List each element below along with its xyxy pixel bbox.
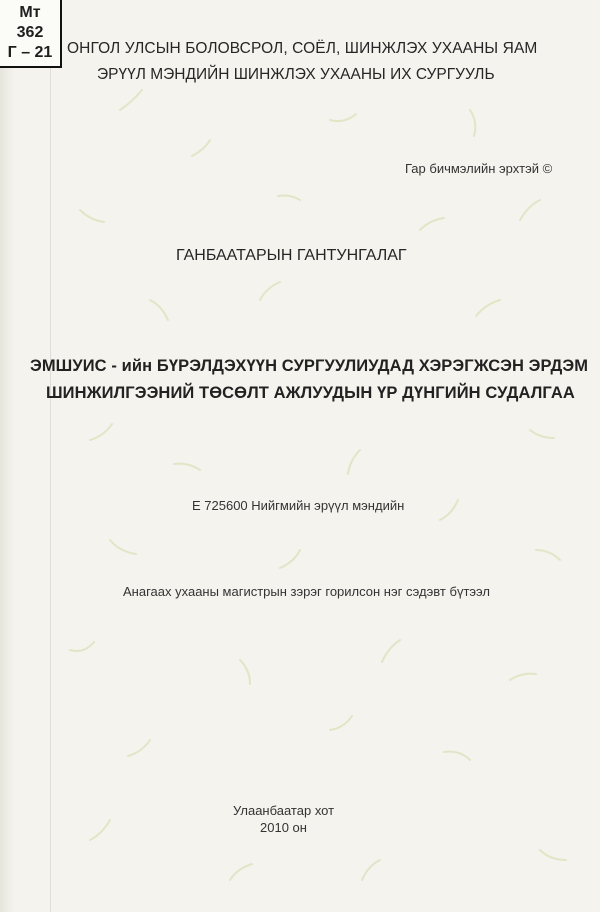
thesis-title-line-1: ЭМШУИС - ийн БҮРЭЛДЭХҮҮН СУРГУУЛИУДАД ХЭРЭГЖСЭН ЭРДЭМ [30,357,589,375]
university-name: ЭРҮҮЛ МЭНДИЙН ШИНЖЛЭХ УХААНЫ ИХ СУРГУУЛЬ [97,66,495,83]
thesis-title-line-2: ШИНЖИЛГЭЭНИЙ ТӨСӨЛТ АЖЛУУДЫН ҮР ДҮНГИЙН СУДАЛГАА [46,384,575,402]
call-number-line-2: 362 [16,24,44,41]
degree-statement: Анагаах ухааны магистрын зэрэг горилсон нэг сэдэвт бүтээл [123,584,490,599]
publication-year: 2010 он [260,820,307,835]
rights-notice: Гар бичмэлийн эрхтэй © [405,161,553,176]
binding-line [50,0,51,912]
publication-city: Улаанбаатар хот [233,803,335,818]
author-name: ГАНБААТАРЫН ГАНТУНГАЛАГ [176,247,407,264]
specialty-code: Е 725600 Нийгмийн эрүүл мэндийн [192,498,405,513]
library-call-number-label [0,0,62,68]
scan-left-edge [0,0,14,912]
call-number-line-1: Мт [19,4,41,21]
call-number-line-3: Г – 21 [7,44,53,61]
ministry-name: ОНГОЛ УЛСЫН БОЛОВСРОЛ, СОЁЛ, ШИНЖЛЭХ УХААНЫ ЯАМ [67,40,538,57]
